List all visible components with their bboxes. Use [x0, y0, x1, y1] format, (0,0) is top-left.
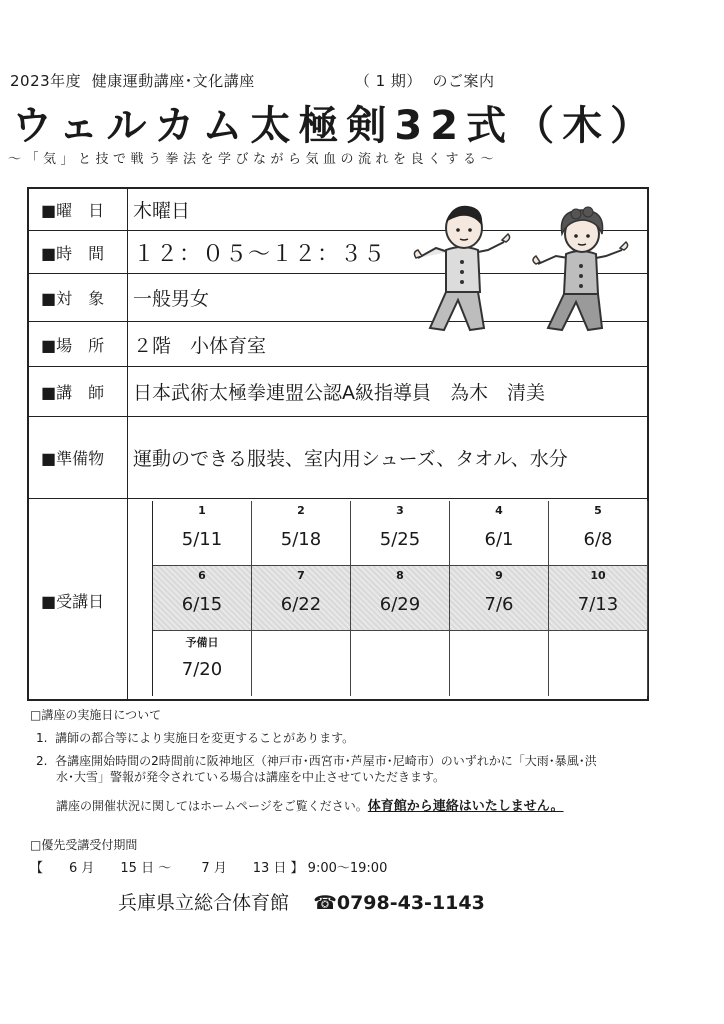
row-value: 木曜日	[133, 200, 191, 222]
empty-cell	[252, 631, 351, 696]
session-number: 7	[297, 569, 305, 582]
row-label: ■準備物	[29, 417, 128, 498]
session-number: 10	[590, 569, 606, 582]
term: （ 1 期）	[354, 72, 422, 90]
row-instructor	[29, 367, 647, 417]
row-value: ２階 小体育室	[133, 334, 267, 357]
reserve-day-cell	[153, 631, 252, 696]
session-cell	[252, 501, 351, 566]
row-value: 運動のできる服装、室内用シューズ、タオル、水分	[133, 448, 568, 470]
note-text: 各講座開始時間の2時間前に阪神地区（神戸市･西宮市･芦屋市･尼崎市）のいずれかに「大雨･暴風･洪	[55, 754, 597, 768]
row-label: ■講 師	[29, 367, 128, 416]
row-label: ■時 間	[29, 231, 128, 273]
note-1	[36, 729, 354, 746]
session-date: 5/11	[181, 529, 223, 550]
note-number: 1.	[36, 731, 48, 745]
session-date: 6/15	[181, 594, 223, 615]
phone-number: ☎0798-43-1143	[313, 892, 485, 914]
session-number: 5	[594, 504, 602, 517]
session-cell	[351, 501, 450, 566]
subtitle: 〜「気」と技で戦う拳法を学びながら気血の流れを良くする〜	[8, 152, 499, 167]
session-date: 5/25	[379, 529, 421, 550]
session-date: 6/8	[583, 529, 613, 550]
row-label: ■受講日	[29, 499, 128, 701]
session-cell	[351, 566, 450, 631]
session-cell	[549, 566, 648, 631]
notes-heading: □講座の実施日について	[30, 708, 162, 722]
note-2-continued: 水･大雪」警報が発令されている場合は講座を中止させていただきます。	[56, 770, 446, 784]
guide-text: のご案内	[432, 72, 495, 90]
session-cell	[450, 501, 549, 566]
no-contact-notice: 体育館から連絡はいたしません。	[367, 799, 564, 814]
session-date: 6/1	[484, 529, 514, 550]
session-cell	[252, 566, 351, 631]
row-value: 一般男女	[133, 288, 210, 310]
session-date: 5/18	[280, 529, 322, 550]
row-label: ■曜 日	[29, 189, 128, 230]
venue-name: 兵庫県立総合体育館	[118, 892, 290, 914]
session-number: 3	[396, 504, 404, 517]
session-number: 6	[198, 569, 206, 582]
note-text: 講師の都合等により実施日を変更することがあります。	[55, 731, 355, 745]
tai-chi-kids-illustration	[408, 200, 632, 340]
session-date: 7/6	[484, 594, 514, 615]
boy-figure	[414, 206, 509, 330]
course-type: 健康運動講座･文化講座	[91, 72, 255, 90]
year: 2023年度	[10, 72, 82, 90]
row-label: ■対 象	[29, 274, 128, 321]
empty-cell	[450, 631, 549, 696]
row-value: 日本武術太極拳連盟公認A級指導員 為木 清美	[133, 382, 545, 404]
homepage-note	[56, 795, 564, 814]
homepage-text: 講座の開催状況に関してはホームページをご覧ください。	[56, 799, 368, 813]
session-cell	[450, 566, 549, 631]
session-date: 7/20	[181, 659, 223, 680]
session-number: 9	[495, 569, 503, 582]
session-cell	[153, 501, 252, 566]
empty-cell	[351, 631, 450, 696]
grandma-figure	[533, 207, 628, 330]
row-label: ■場 所	[29, 322, 128, 366]
session-number: 8	[396, 569, 404, 582]
session-number: 4	[495, 504, 503, 517]
page-title: ウェルカム太極剣32式（木）	[12, 103, 659, 149]
schedule-grid	[152, 501, 648, 696]
session-number: 2	[297, 504, 305, 517]
session-number: 1	[198, 504, 206, 517]
priority-period: 【 6 月 15 日 〜 7 月 13 日 】 9:00〜19:00	[30, 861, 388, 876]
note-number: 2.	[36, 754, 48, 768]
session-number: 予備日	[185, 636, 219, 649]
session-cell	[549, 501, 648, 566]
footer	[118, 888, 485, 915]
header-line	[10, 70, 495, 91]
note-2	[36, 752, 597, 769]
row-value: １２：０５〜１２：３５	[133, 241, 387, 267]
session-date: 6/29	[379, 594, 421, 615]
session-cell	[153, 566, 252, 631]
row-items	[29, 417, 647, 499]
priority-heading: □優先受講受付期間	[30, 838, 138, 852]
session-date: 7/13	[577, 594, 619, 615]
empty-cell	[549, 631, 648, 696]
session-date: 6/22	[280, 594, 322, 615]
